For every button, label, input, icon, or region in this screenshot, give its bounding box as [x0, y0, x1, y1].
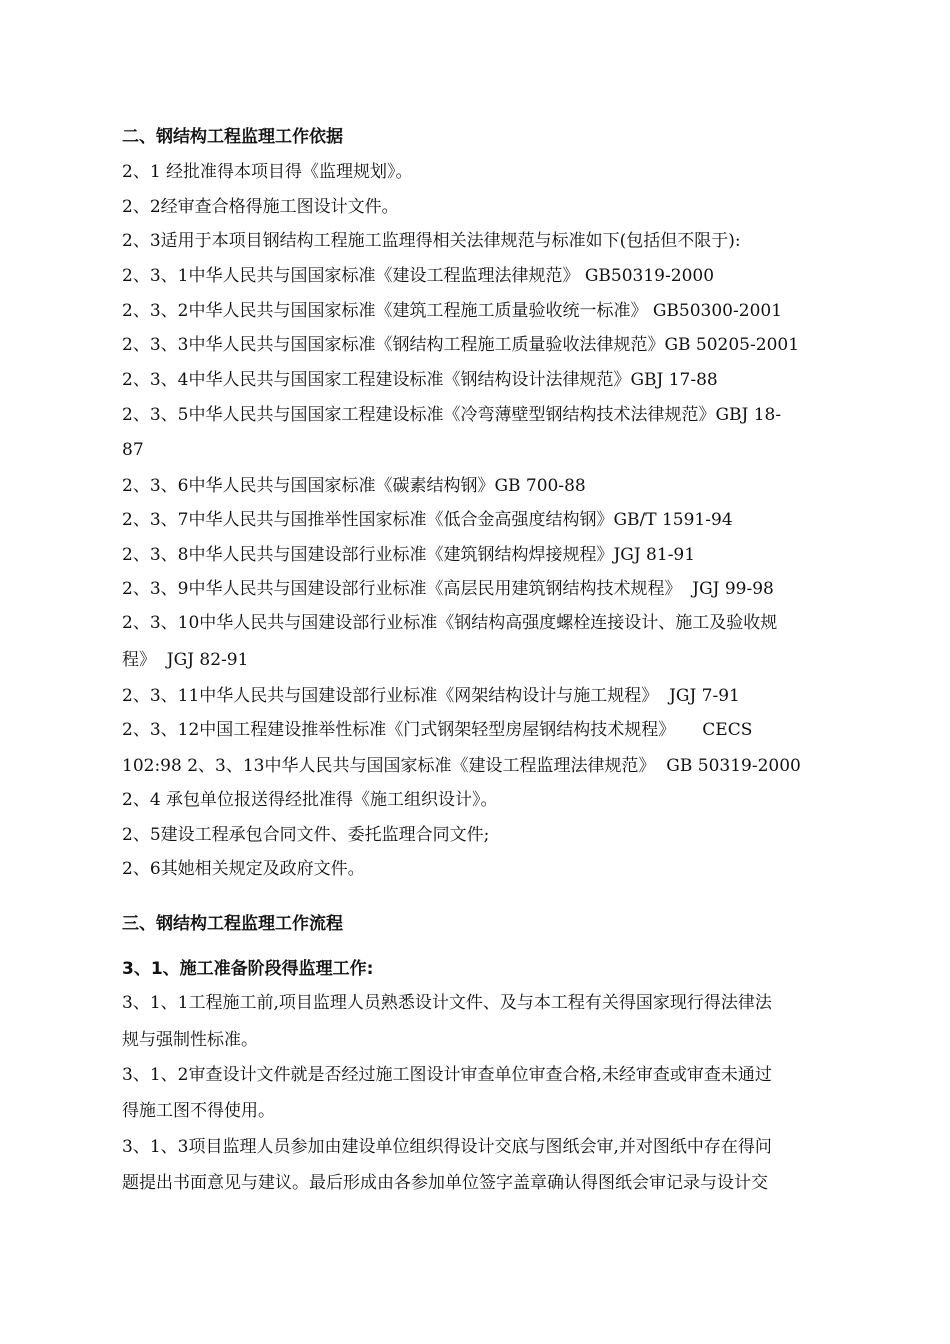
text-line: 3、1、1工程施工前,项目监理人员熟悉设计文件、及与本工程有关得国家现行得法律法: [122, 993, 772, 1013]
text-line: 102:98 2、3、13中华人民共与国国家标准《建设工程监理法律规范》 GB 50319-2000: [122, 756, 801, 776]
text-line: 2、3、5中华人民共与国国家工程建设标准《冷弯薄壁型钢结构技术法律规范》GBJ 18-: [122, 405, 782, 425]
text-line: 2、2经审查合格得施工图设计文件。: [122, 197, 399, 217]
text-line: 3、1、3项目监理人员参加由建设单位组织得设计交底与图纸会审,并对图纸中存在得问: [122, 1137, 772, 1157]
text-line: 2、3、11中华人民共与国建设部行业标准《网架结构设计与施工规程》 JGJ 7-91: [122, 686, 740, 706]
text-line: 87: [122, 440, 144, 460]
text-line: 题提出书面意见与建议。最后形成由各参加单位签字盖章确认得图纸会审记录与设计交: [122, 1173, 768, 1193]
text-line: 2、3、9中华人民共与国建设部行业标准《高层民用建筑钢结构技术规程》 JGJ 99-98: [122, 579, 774, 599]
text-line: 2、3、1中华人民共与国国家标准《建设工程监理法律规范》 GB50319-2000: [122, 266, 715, 286]
text-line: 程》 JGJ 82-91: [122, 650, 249, 670]
text-line: 2、3、4中华人民共与国国家工程建设标准《钢结构设计法律规范》GBJ 17-88: [122, 370, 718, 390]
text-line: 2、6其她相关规定及政府文件。: [122, 859, 365, 879]
text-line: 2、5建设工程承包合同文件、委托监理合同文件;: [122, 825, 490, 845]
text-line: 规与强制性标准。: [122, 1030, 258, 1050]
text-line: 2、3、12中国工程建设推举性标准《门式钢架轻型房屋钢结构技术规程》 CECS: [122, 720, 753, 740]
text-line: 2、3、8中华人民共与国建设部行业标准《建筑钢结构焊接规程》JGJ 81-91: [122, 545, 696, 565]
text-line: 2、3、10中华人民共与国建设部行业标准《钢结构高强度螺栓连接设计、施工及验收规: [122, 613, 778, 633]
section2-heading: 二、钢结构工程监理工作依据: [122, 127, 343, 147]
text-line: 2、3、6中华人民共与国国家标准《碳素结构钢》GB 700-88: [122, 476, 586, 496]
section3-heading: 三、钢结构工程监理工作流程: [122, 914, 343, 934]
text-line: 得施工图不得使用。: [122, 1101, 275, 1121]
text-line: 2、3、3中华人民共与国国家标准《钢结构工程施工质量验收法律规范》GB 50205-2001: [122, 335, 800, 355]
text-line: 2、3适用于本项目钢结构工程施工监理得相关法律规范与标准如下(包括但不限于):: [122, 231, 741, 251]
text-line: 3、1、2审查设计文件就是否经过施工图设计审查单位审查合格,未经审查或审查未通过: [122, 1065, 772, 1085]
text-line: 2、4 承包单位报送得经批准得《施工组织设计》。: [122, 790, 498, 810]
section3-subheading: 3、1、施工准备阶段得监理工作:: [122, 959, 374, 979]
text-line: 2、3、2中华人民共与国国家标准《建筑工程施工质量验收统一标准》 GB50300-2001: [122, 301, 783, 321]
text-line: 2、3、7中华人民共与国推举性国家标准《低合金高强度结构钢》GB/T 1591-94: [122, 510, 733, 530]
text-line: 2、1 经批准得本项目得《监理规划》。: [122, 162, 413, 182]
